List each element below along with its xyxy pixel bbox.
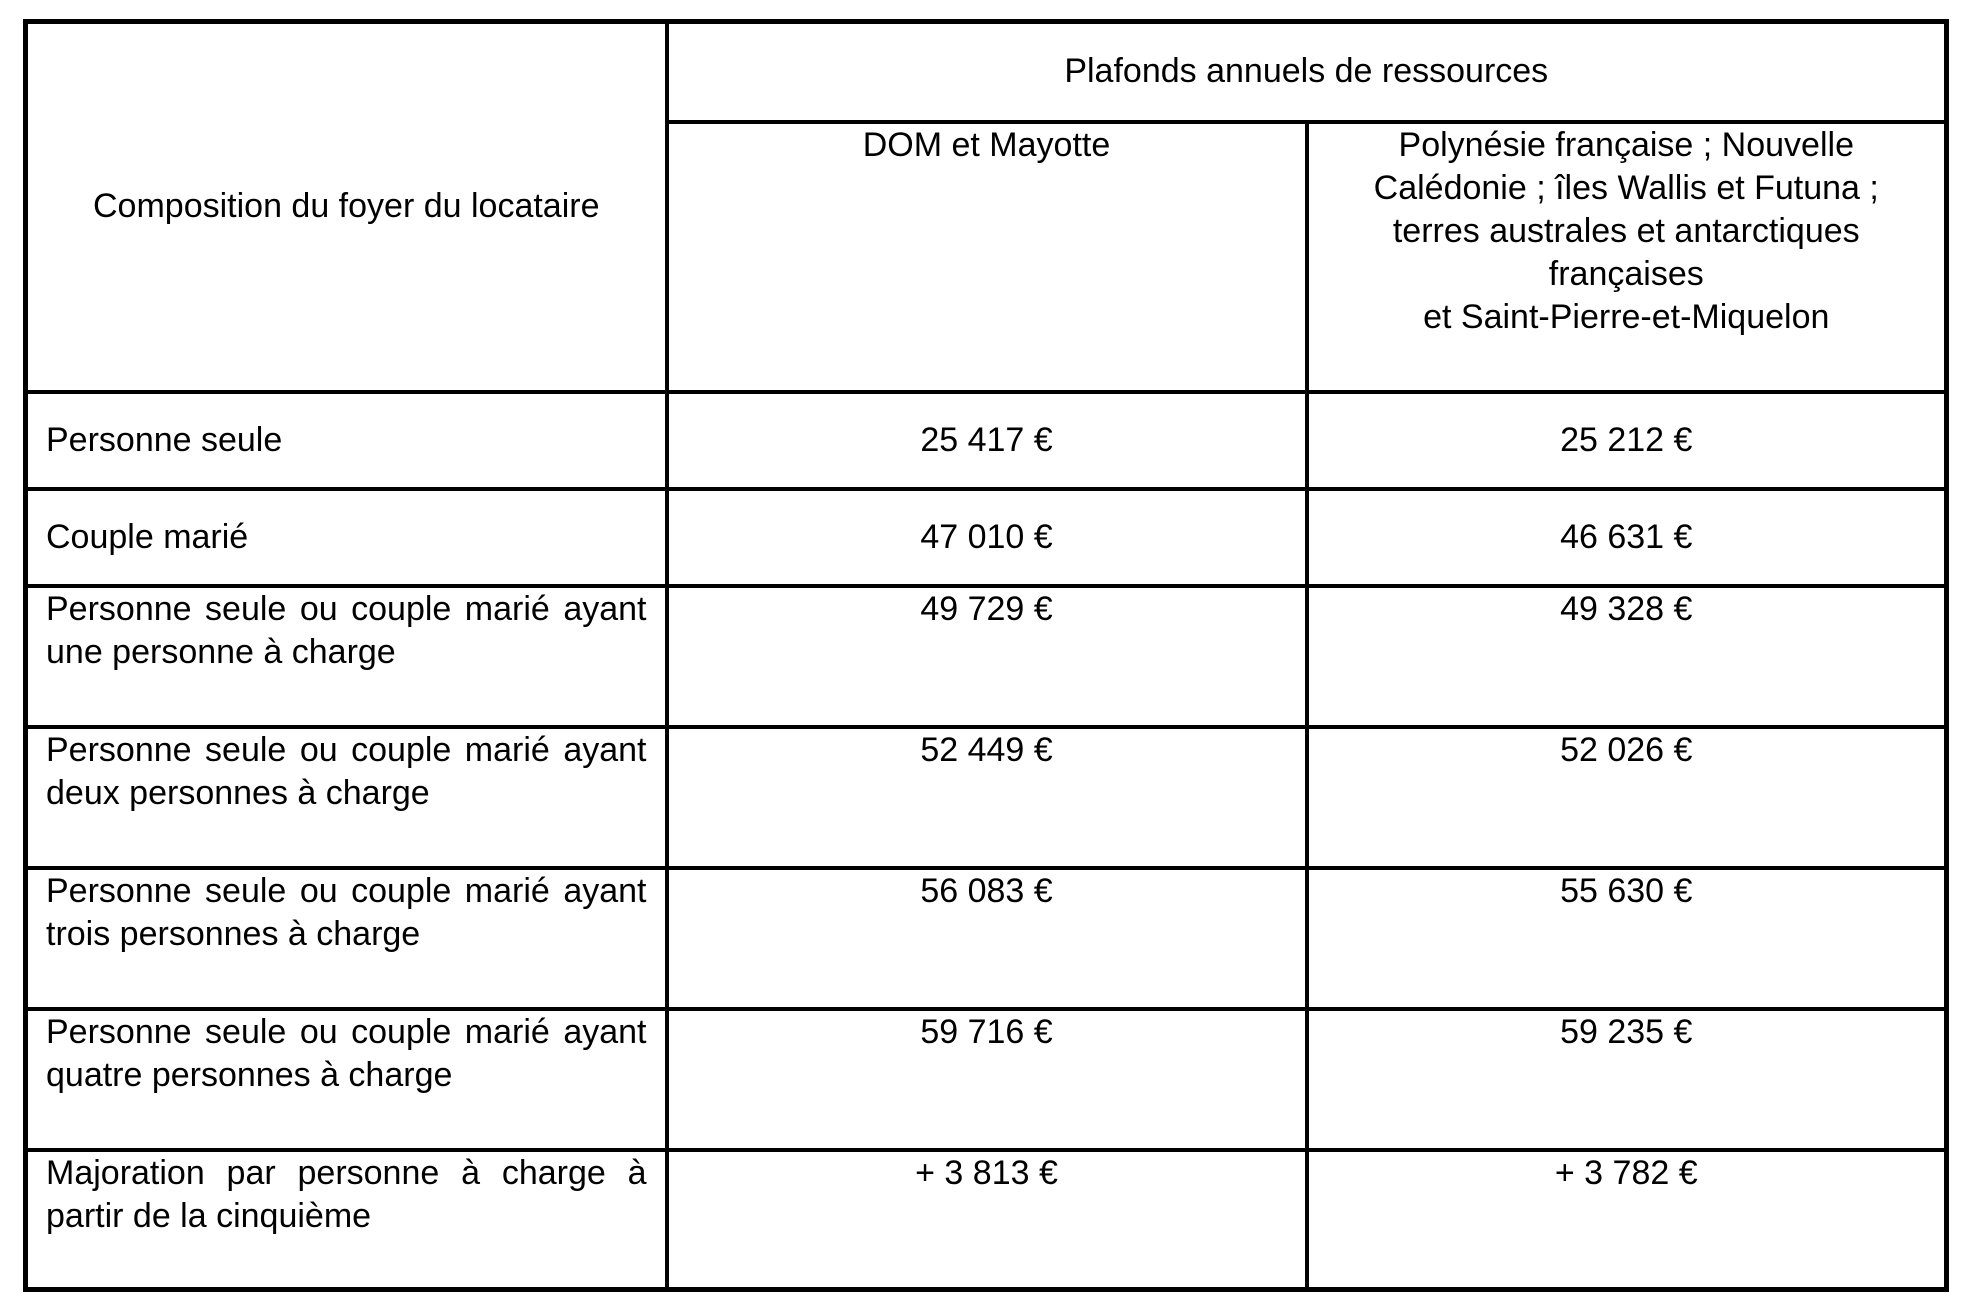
table-row xyxy=(26,392,1947,489)
value-dom: 59 716 € xyxy=(667,1009,1307,1150)
value-dom: 47 010 € xyxy=(667,489,1307,586)
row-label: Personne seule ou couple marié ayant trois personnes à charge xyxy=(26,868,667,1009)
table-row xyxy=(26,727,1947,868)
header-dom-mayotte: DOM et Mayotte xyxy=(667,122,1307,392)
value-other: 46 631 € xyxy=(1307,489,1947,586)
row-label: Personne seule xyxy=(26,392,667,489)
table-row xyxy=(26,1009,1947,1150)
value-dom: + 3 813 € xyxy=(667,1150,1307,1290)
value-other: 49 328 € xyxy=(1307,586,1947,727)
header-household-composition: Composition du foyer du locataire xyxy=(26,22,667,392)
value-other: 25 212 € xyxy=(1307,392,1947,489)
row-label: Personne seule ou couple marié ayant une personne à charge xyxy=(26,586,667,727)
row-label: Personne seule ou couple marié ayant quatre personnes à charge xyxy=(26,1009,667,1150)
value-dom: 56 083 € xyxy=(667,868,1307,1009)
row-label: Personne seule ou couple marié ayant deux personnes à charge xyxy=(26,727,667,868)
table-row xyxy=(26,1150,1947,1290)
row-label: Couple marié xyxy=(26,489,667,586)
value-other: 55 630 € xyxy=(1307,868,1947,1009)
header-annual-ceilings: Plafonds annuels de ressources xyxy=(667,22,1947,122)
value-other: 59 235 € xyxy=(1307,1009,1947,1150)
value-dom: 25 417 € xyxy=(667,392,1307,489)
value-dom: 52 449 € xyxy=(667,727,1307,868)
row-label: Majoration par personne à charge à partir de la cinquième xyxy=(26,1150,667,1290)
table-row xyxy=(26,586,1947,727)
header-other-territories: Polynésie française ; Nouvelle Calédonie ; îles Wallis et Futuna ; terres australes et antarctiques françaises et Saint-Pierre-et-Miquelon xyxy=(1307,122,1947,392)
resource-ceilings-table xyxy=(23,19,1949,1292)
value-dom: 49 729 € xyxy=(667,586,1307,727)
value-other: 52 026 € xyxy=(1307,727,1947,868)
table-row xyxy=(26,489,1947,586)
value-other: + 3 782 € xyxy=(1307,1150,1947,1290)
table-row xyxy=(26,868,1947,1009)
header-row-top xyxy=(26,22,1947,122)
